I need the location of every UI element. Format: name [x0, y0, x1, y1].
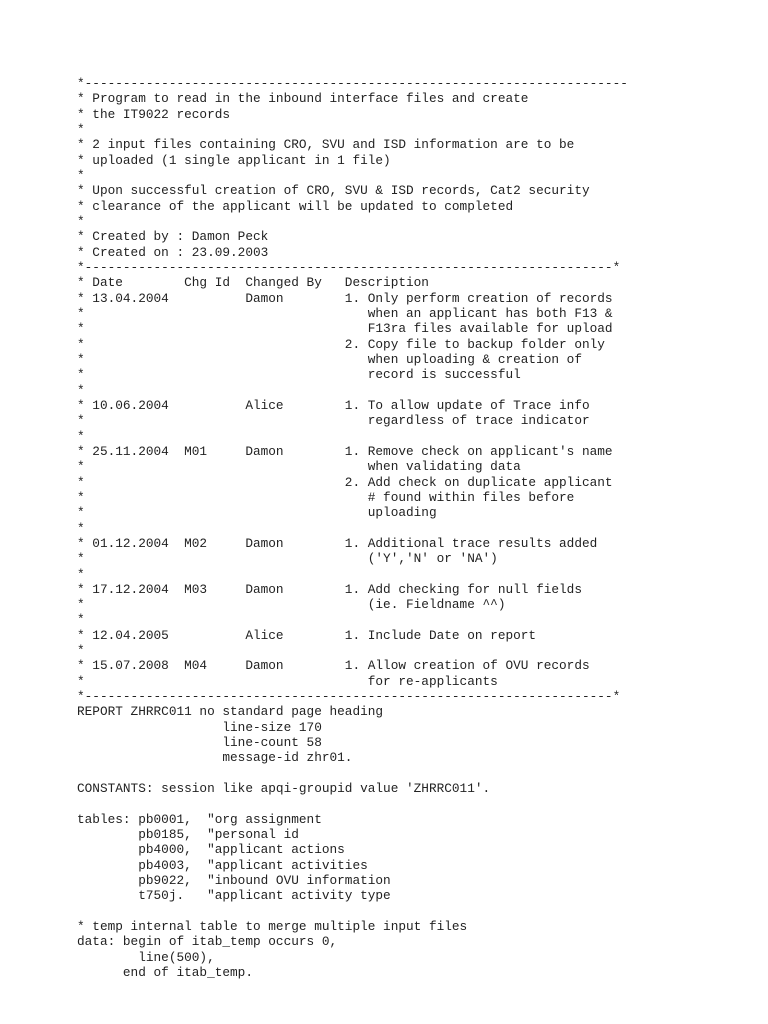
comment-line: *	[77, 382, 85, 398]
comment-line: * 10.06.2004 Alice 1. To allow update of Trace info	[77, 397, 590, 413]
code-line: line-size 170	[77, 719, 322, 735]
code-line: pb4003, "applicant activities	[77, 857, 368, 873]
comment-line: * temp internal table to merge multiple input files	[77, 919, 468, 935]
comment-line: * 25.11.2004 M01 Damon 1. Remove check on applicant's name	[77, 443, 613, 459]
comment-line: *	[77, 612, 85, 628]
document-page	[77, 76, 757, 980]
comment-line: * 15.07.2008 M04 Damon 1. Allow creation of OVU records	[77, 658, 590, 674]
comment-line: *	[77, 520, 85, 536]
comment-line: * when an applicant has both F13 &	[77, 305, 613, 321]
comment-divider: *-----------------------------------------------------------------------	[77, 76, 628, 91]
comment-line: * F13ra files available for upload	[77, 321, 613, 337]
blank-line	[77, 796, 757, 811]
blank-line	[77, 766, 757, 781]
comment-divider: *---------------------------------------------------------------------*	[77, 259, 621, 275]
comment-line: *	[77, 121, 85, 137]
source-code-listing	[77, 76, 757, 980]
comment-line: * 2. Add check on duplicate applicant	[77, 474, 613, 490]
comment-line: * 13.04.2004 Damon 1. Only perform creation of records	[77, 290, 613, 306]
comment-line: * uploading	[77, 505, 437, 521]
comment-line: *	[77, 643, 85, 659]
code-line: pb4000, "applicant actions	[77, 842, 345, 858]
blank-line	[77, 904, 757, 919]
comment-line: * Date Chg Id Changed By Description	[77, 275, 429, 291]
comment-line: * 2 input files containing CRO, SVU and ISD information are to be	[77, 137, 575, 153]
comment-line: * 2. Copy file to backup folder only	[77, 336, 605, 352]
code-line: message-id zhr01.	[77, 750, 353, 766]
comment-line: *	[77, 566, 85, 582]
comment-line: * 17.12.2004 M03 Damon 1. Add checking for null fields	[77, 581, 582, 597]
code-line: line-count 58	[77, 735, 322, 751]
comment-line: * # found within files before	[77, 489, 575, 505]
code-line: pb0185, "personal id	[77, 827, 299, 843]
code-line: REPORT ZHRRC011 no standard page heading	[77, 704, 384, 720]
comment-line: * uploaded (1 single applicant in 1 file)	[77, 152, 391, 168]
comment-line: * Created by : Damon Peck	[77, 229, 269, 245]
comment-line: *	[77, 167, 85, 183]
code-line: CONSTANTS: session like apqi-groupid value 'ZHRRC011'.	[77, 781, 491, 797]
comment-line: * when validating data	[77, 459, 521, 475]
code-line: tables: pb0001, "org assignment	[77, 811, 322, 827]
comment-line: * record is successful	[77, 367, 521, 383]
comment-divider: *---------------------------------------------------------------------*	[77, 689, 621, 705]
comment-line: * when uploading & creation of	[77, 351, 582, 367]
comment-line: * 12.04.2005 Alice 1. Include Date on report	[77, 627, 537, 643]
comment-line: * Program to read in the inbound interface files and create	[77, 91, 529, 107]
comment-line: * the IT9022 records	[77, 106, 231, 122]
code-line: data: begin of itab_temp occurs 0,	[77, 934, 338, 950]
comment-line: *	[77, 428, 85, 444]
code-line: pb9022, "inbound OVU information	[77, 873, 391, 889]
comment-line: * Upon successful creation of CRO, SVU & ISD records, Cat2 security	[77, 183, 590, 199]
comment-line: *	[77, 213, 85, 229]
code-line: t750j. "applicant activity type	[77, 888, 391, 904]
comment-line: * ('Y','N' or 'NA')	[77, 551, 498, 567]
code-line: end of itab_temp.	[77, 965, 253, 981]
comment-line: * for re-applicants	[77, 673, 498, 689]
code-line: line(500),	[77, 949, 215, 965]
comment-line: * 01.12.2004 M02 Damon 1. Additional trace results added	[77, 535, 598, 551]
comment-line: * clearance of the applicant will be updated to completed	[77, 198, 514, 214]
comment-line: * Created on : 23.09.2003	[77, 244, 269, 260]
comment-line: * regardless of trace indicator	[77, 413, 590, 429]
comment-line: * (ie. Fieldname ^^)	[77, 597, 506, 613]
